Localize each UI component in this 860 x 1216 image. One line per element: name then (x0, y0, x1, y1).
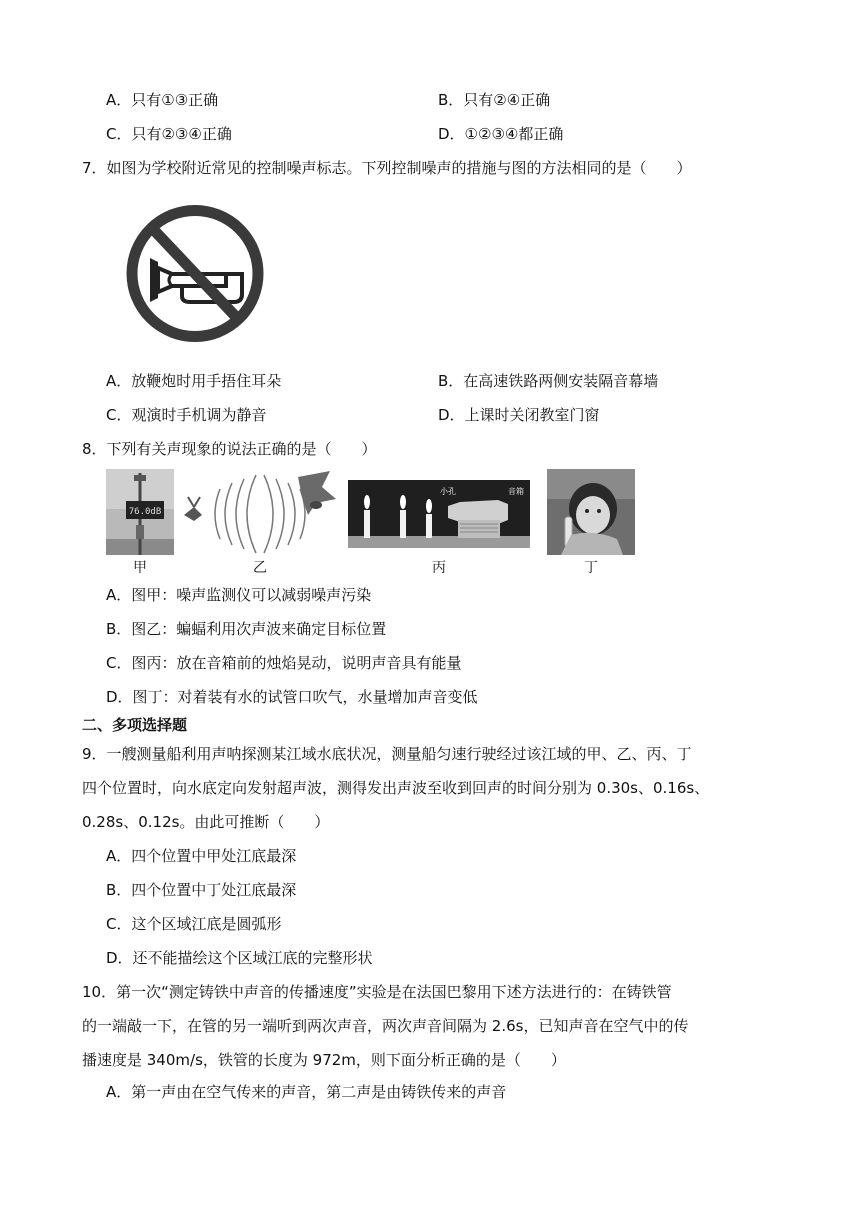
noise-display-reading: 76.0dB (128, 507, 162, 517)
q6-option-b: B．只有②④正确 (438, 91, 551, 109)
q10-stem-line2: 的一端敲一下，在管的另一端听到两次声音，两次声音间隔为 2.6s，已知声音在空气中的传 (82, 1017, 689, 1035)
figure-jia-noise-monitor (106, 469, 174, 555)
q10-stem-line1: 10．第一次“测定铸铁中声音的传播速度”实验是在法国巴黎用下述方法进行的：在铸铁管 (82, 983, 672, 1001)
q10-option-a: A．第一声由在空气传来的声音，第二声是由铸铁传来的声音 (106, 1083, 507, 1101)
q10-stem-line3: 播速度是 340m/s，铁管的长度为 972m，则下面分析正确的是（ ） (82, 1051, 566, 1069)
figure-bing-candles-speaker (348, 480, 530, 548)
q9-option-b: B．四个位置中丁处江底最深 (106, 881, 297, 899)
q6-option-d: D．①②③④都正确 (438, 125, 564, 143)
q9-stem-line1: 9．一艘测量船利用声呐探测某江域水底状况，测量船匀速行驶经过该江域的甲、乙、丙、丁 (82, 745, 692, 763)
q8-option-b: B．图乙：蝙蝠利用次声波来确定目标位置 (106, 620, 387, 638)
q9-stem-line3: 0.28s、0.12s。由此可推断（ ） (82, 813, 330, 831)
q7-option-a: A．放鞭炮时用手捂住耳朵 (106, 372, 282, 390)
label-speaker: 音箱 (508, 487, 524, 496)
q9-option-a: A．四个位置中甲处江底最深 (106, 847, 297, 865)
label-small-hole: 小孔 (440, 487, 456, 496)
q8-option-a: A．图甲：噪声监测仪可以减弱噪声污染 (106, 586, 372, 604)
figure-ding-girl-test-tube (547, 469, 635, 555)
q9-stem-line2: 四个位置时，向水底定向发射超声波，测得发出声波至收到回声的时间分别为 0.30s、0.16s、 (82, 779, 710, 797)
q7-option-d: D．上课时关闭教室门窗 (438, 406, 600, 424)
q6-option-c: C．只有②③④正确 (106, 125, 232, 143)
q7-option-c: C．观演时手机调为静音 (106, 406, 267, 424)
q6-option-a: A．只有①③正确 (106, 91, 219, 109)
q8-option-d: D．图丁：对着装有水的试管口吹气，水量增加声音变低 (106, 688, 478, 706)
q7-stem: 7．如图为学校附近常见的控制噪声标志。下列控制噪声的措施与图的方法相同的是（ ） (82, 159, 692, 177)
figure-bing-caption: 丙 (432, 560, 446, 576)
q7-option-b: B．在高速铁路两侧安装隔音幕墙 (438, 372, 659, 390)
section-title: 二、多项选择题 (82, 716, 188, 734)
no-honking-sign-icon (122, 202, 268, 345)
q8-option-c: C．图丙：放在音箱前的烛焰晃动，说明声音具有能量 (106, 654, 462, 672)
figure-ding-caption: 丁 (584, 560, 598, 576)
figure-yi-caption: 乙 (253, 560, 267, 576)
q8-stem: 8．下列有关声现象的说法正确的是（ ） (82, 440, 377, 458)
figure-yi-bat-echolocation (180, 469, 340, 555)
figure-jia-caption: 甲 (133, 560, 147, 576)
q9-option-d: D．还不能描绘这个区域江底的完整形状 (106, 949, 373, 967)
q9-option-c: C．这个区域江底是圆弧形 (106, 915, 282, 933)
